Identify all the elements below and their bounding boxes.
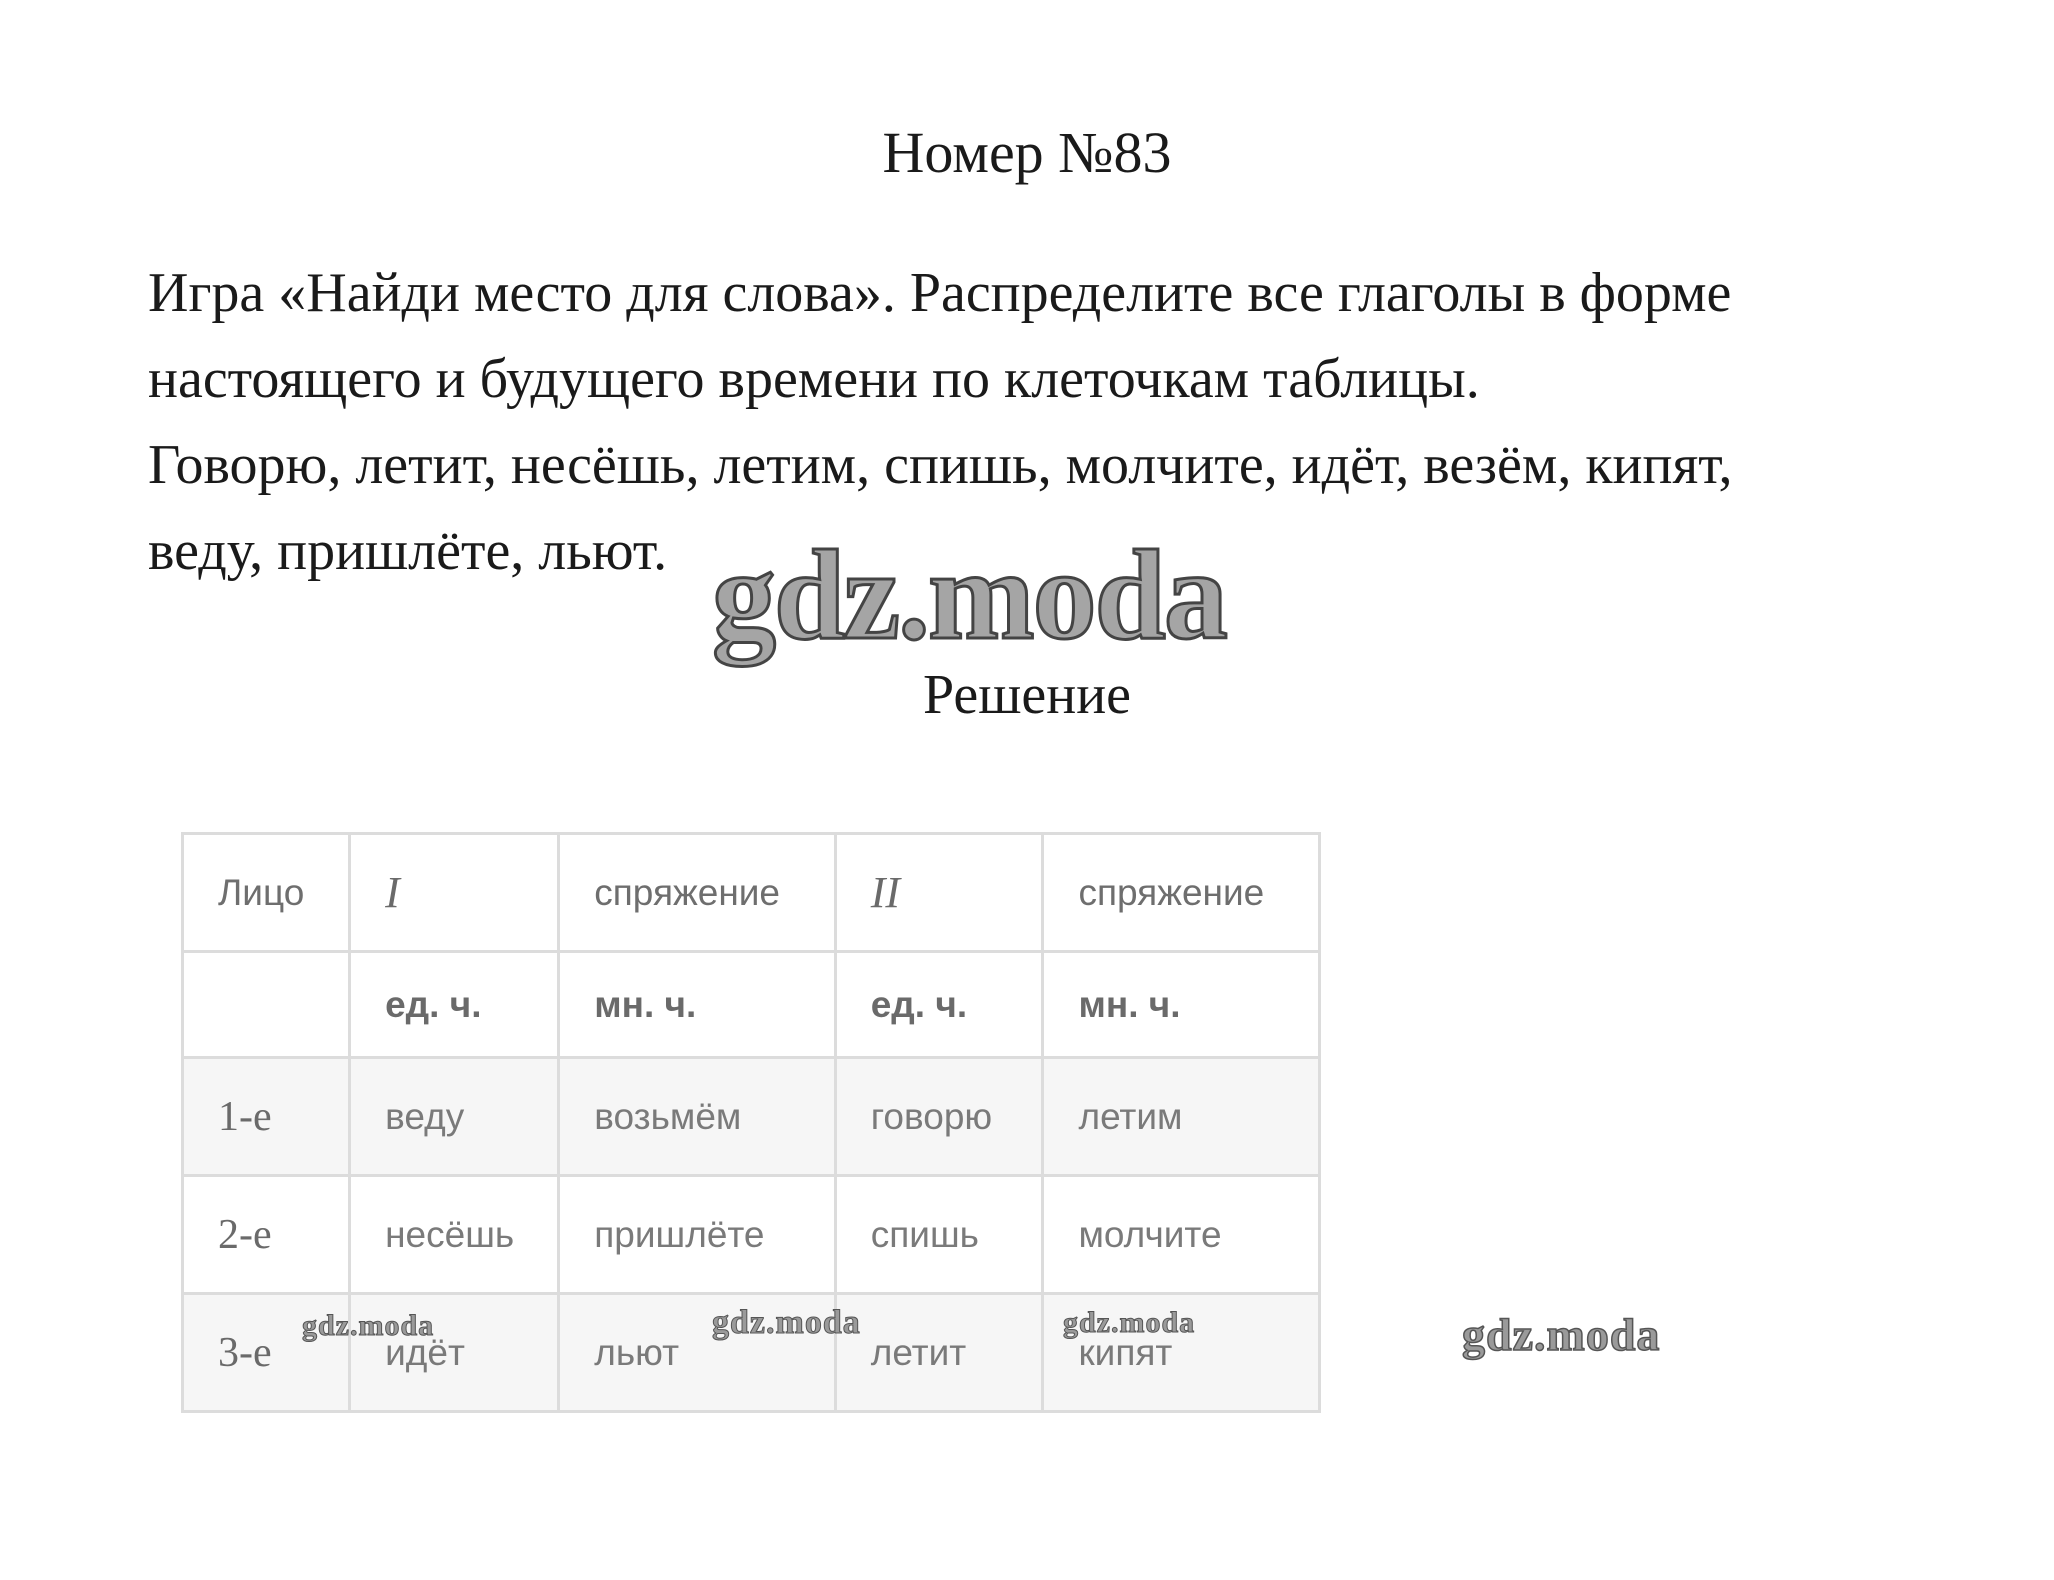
watermark-logo: gdz.moda xyxy=(1462,1309,1661,1360)
watermark-logo: gdz.moda xyxy=(712,524,1226,666)
table-cell: идёт xyxy=(350,1294,559,1412)
table-cell: веду xyxy=(350,1058,559,1176)
table-cell: летим xyxy=(1043,1058,1320,1176)
header-cell-conj-1: I xyxy=(350,834,559,952)
table-cell: спишь xyxy=(835,1176,1043,1294)
table-cell: кипят xyxy=(1043,1294,1320,1412)
solution-heading: Решение xyxy=(922,664,1132,726)
person-cell: 1-е xyxy=(183,1058,350,1176)
watermark-logo: gdz.moda xyxy=(712,1304,861,1341)
page-title: Номер №83 xyxy=(882,120,1172,185)
header-cell-conj-2: II xyxy=(835,834,1043,952)
table-cell: молчите xyxy=(1043,1176,1320,1294)
table-cell: говорю xyxy=(835,1058,1043,1176)
watermark-logo: gdz.moda xyxy=(1063,1306,1196,1339)
subheader-cell: мн. ч. xyxy=(559,952,835,1058)
table-cell: несёшь xyxy=(350,1176,559,1294)
table-cell: пришлёте xyxy=(559,1176,835,1294)
table-cell: летит xyxy=(835,1294,1043,1412)
header-cell-conj-2-label: спряжение xyxy=(1043,834,1320,952)
table-cell: льют xyxy=(559,1294,835,1412)
person-cell: 3-е xyxy=(183,1294,350,1412)
subheader-cell: ед. ч. xyxy=(350,952,559,1058)
header-cell-conj-1-label: спряжение xyxy=(559,834,835,952)
subheader-cell xyxy=(183,952,350,1058)
table-row xyxy=(183,1176,1320,1294)
watermark-logo: gdz.moda xyxy=(302,1309,435,1342)
task-line-4: веду, пришлёте, льют. xyxy=(148,520,668,582)
subheader-cell: мн. ч. xyxy=(1043,952,1320,1058)
person-cell: 2-е xyxy=(183,1176,350,1294)
table-subheader-row xyxy=(183,952,1320,1058)
table-cell: возьмём xyxy=(559,1058,835,1176)
header-cell-person: Лицо xyxy=(183,834,350,952)
table-row xyxy=(183,1058,1320,1176)
task-line-1: Игра «Найди место для слова». Распределите все глаголы в форме xyxy=(148,262,1732,324)
task-line-2: настоящего и будущего времени по клеточкам таблицы. xyxy=(148,348,1480,410)
task-line-3: Говорю, летит, несёшь, летим, спишь, молчите, идёт, везём, кипят, xyxy=(148,434,1733,496)
subheader-cell: ед. ч. xyxy=(835,952,1043,1058)
table-header-row xyxy=(183,834,1320,952)
